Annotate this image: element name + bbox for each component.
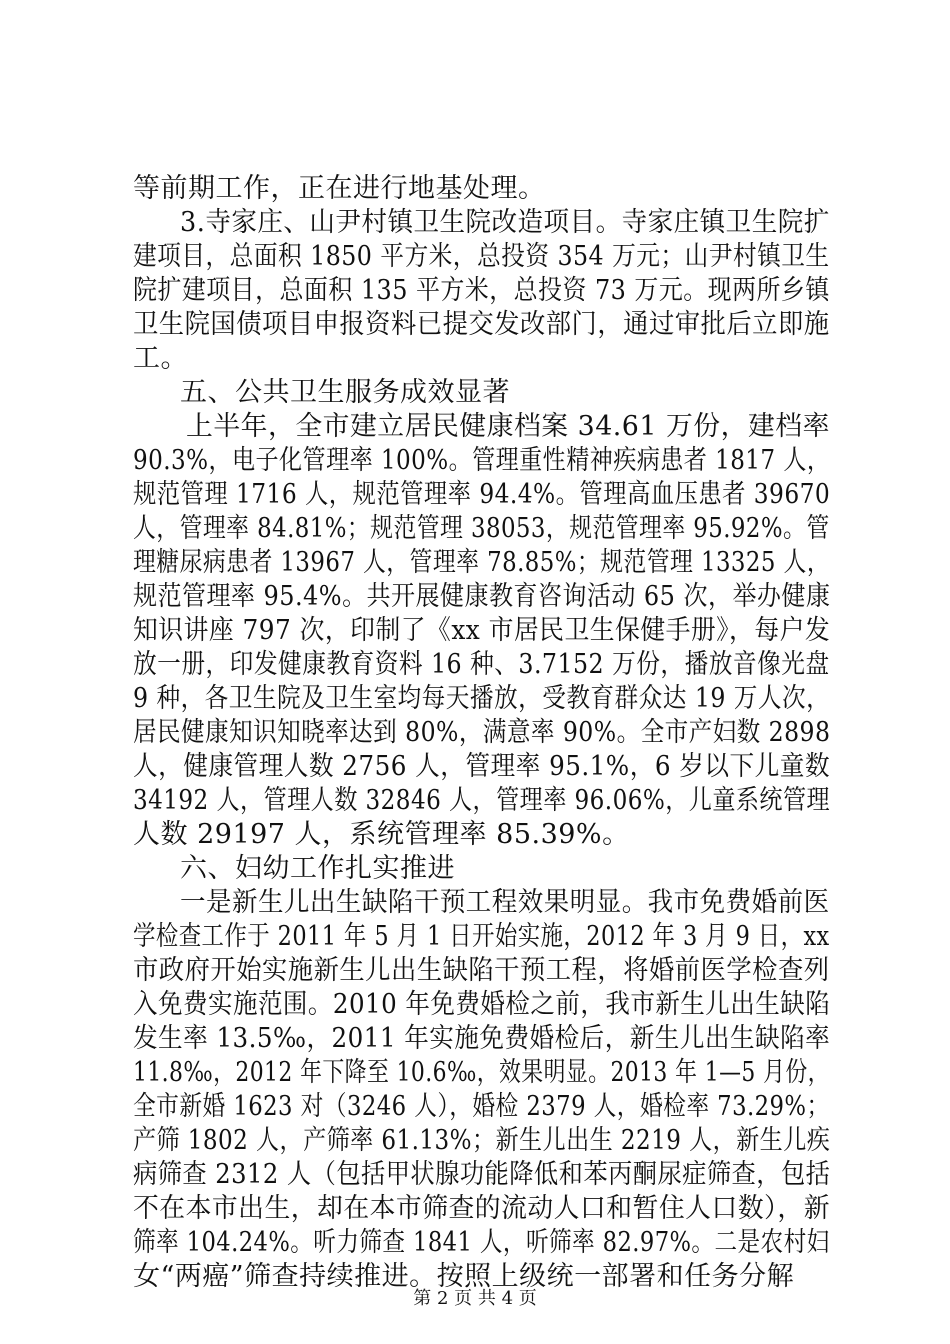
text-line: 学检查工作于 2011 年 5 月 1 日开始实施，2012 年 3 月 9 日，xx <box>133 921 830 952</box>
text-line: 34192 人，管理人数 32846 人，管理率 96.06%，儿童系统管理 <box>133 785 831 816</box>
text-line: 不在本市出生，却在本市筛查的流动人口和暂住人口数），新 <box>133 1193 830 1224</box>
text-line: 入免费实施范围。2010 年免费婚检之前，我市新生儿出生缺陷 <box>133 989 831 1020</box>
text-line: 9 种，各卫生院及卫生室均每天播放，受教育群众达 19 万人次， <box>133 683 831 714</box>
text-line: 产筛 1802 人，产筛率 61.13%；新生儿出生 2219 人，新生儿疾 <box>133 1125 831 1156</box>
text-line: 全市新婚 1623 对（3246 人），婚检 2379 人，婚检率 73.29%； <box>133 1091 830 1122</box>
text-line: 11.8‰，2012 年下降至 10.6‰，效果明显。2013 年 1—5 月份， <box>133 1057 830 1088</box>
text-line: 3.寺家庄、山尹村镇卫生院改造项目。寺家庄镇卫生院扩 <box>180 207 830 238</box>
text-line: 工。 <box>133 343 188 374</box>
text-line: 发生率 13.5‰，2011 年实施免费婚检后，新生儿出生缺陷率 <box>133 1023 831 1054</box>
text-line: 知识讲座 797 次，印制了《xx 市居民卫生保健手册》，每户发 <box>133 615 831 646</box>
text-line: 卫生院国债项目申报资料已提交发改部门，通过审批后立即施 <box>133 309 830 340</box>
text-line: 院扩建项目，总面积 135 平方米，总投资 73 万元。现两所乡镇 <box>133 275 830 306</box>
text-line: 一是新生儿出生缺陷干预工程效果明显。我市免费婚前医 <box>180 887 830 918</box>
text-line: 人，管理率 84.81%；规范管理 38053，规范管理率 95.92%。管 <box>133 513 830 544</box>
text-line: 人，健康管理人数 2756 人，管理率 95.1%，6 岁以下儿童数 <box>133 751 831 782</box>
page-number-footer: 第 2 页 共 4 页 <box>413 1288 537 1309</box>
text-line: 女“两癌”筛查持续推进。按照上级统一部署和任务分解 <box>133 1261 795 1292</box>
text-line: 筛率 104.24%。听力筛查 1841 人，听筛率 82.97%。二是农村妇 <box>133 1227 830 1258</box>
text-line: 居民健康知识知晓率达到 80%，满意率 90%。全市产妇数 2898 <box>133 717 831 748</box>
section-heading: 五、公共卫生服务成效显著 <box>180 377 510 408</box>
section-heading: 六、妇幼工作扎实推进 <box>180 853 455 884</box>
text-line: 90.3%，电子化管理率 100%。管理重性精神疾病患者 1817 人， <box>133 445 831 476</box>
text-line: 病筛查 2312 人（包括甲状腺功能降低和苯丙酮尿症筛查，包括 <box>133 1159 831 1190</box>
text-line: 理糖尿病患者 13967 人，管理率 78.85%；规范管理 13325 人， <box>133 547 831 578</box>
text-line: 建项目，总面积 1850 平方米，总投资 354 万元；山尹村镇卫生 <box>133 241 830 272</box>
text-line: 人数 29197 人，系统管理率 85.39%。 <box>133 819 630 850</box>
text-line: 市政府开始实施新生儿出生缺陷干预工程，将婚前医学检查列 <box>133 955 830 986</box>
text-line: 规范管理 1716 人，规范管理率 94.4%。管理高血压患者 39670 <box>133 479 831 510</box>
text-line: 放一册，印发健康教育资料 16 种、3.7152 万份，播放音像光盘 <box>133 649 830 680</box>
text-line: 上半年，全市建立居民健康档案 34.61 万份，建档率 <box>186 411 830 442</box>
text-line: 规范管理率 95.4%。共开展健康教育咨询活动 65 次，举办健康 <box>133 581 831 612</box>
text-line: 等前期工作，正在进行地基处理。 <box>133 173 546 204</box>
